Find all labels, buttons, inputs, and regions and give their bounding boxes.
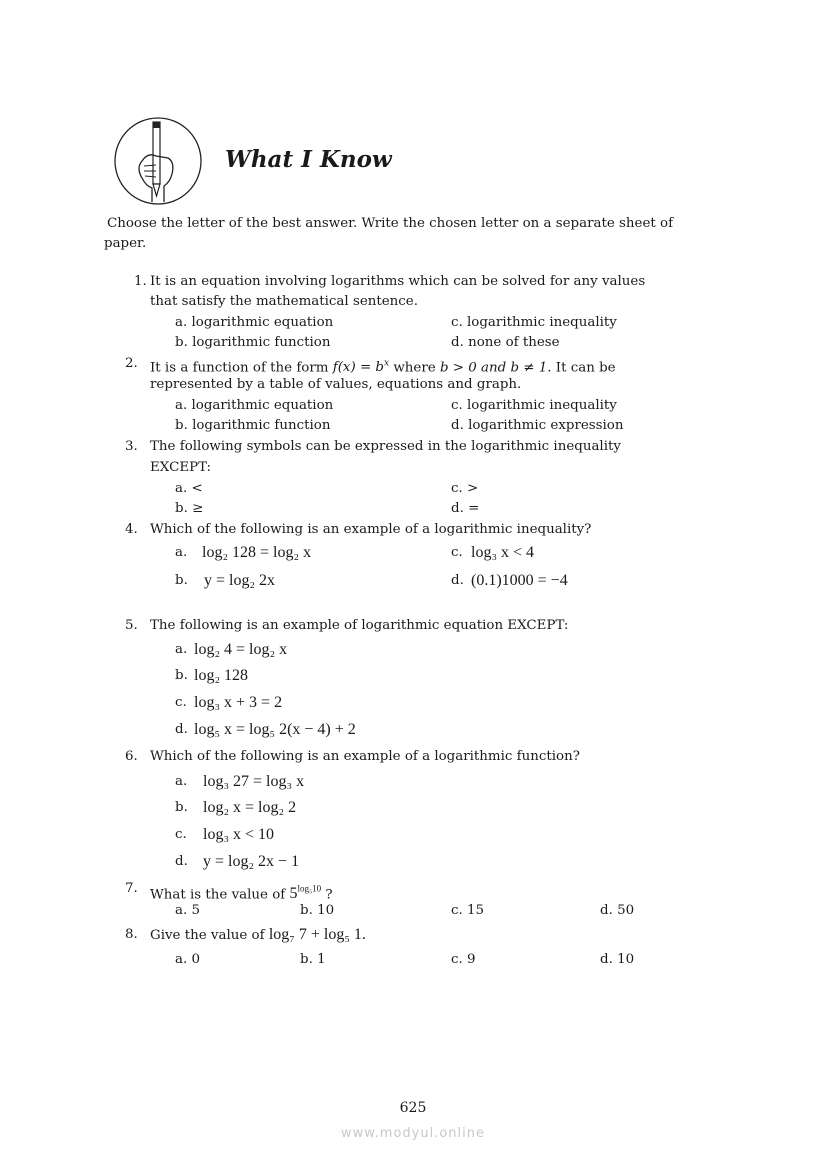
option-d: d. logarithmic expression: [451, 418, 624, 433]
option-d-label: d.: [451, 573, 464, 588]
option-b: b. logarithmic function: [175, 418, 331, 433]
option-a: a. logarithmic equation: [175, 315, 334, 330]
page-number: 625: [399, 1100, 427, 1116]
question-number: 3.: [125, 439, 138, 454]
option-d: log₅ x = log₅ 2(x − 4) + 2: [194, 721, 356, 738]
instructions-line: Choose the letter of the best answer. Write the chosen letter on a separate sheet of: [107, 216, 674, 231]
option-b: log₂ x = log₂ 2: [203, 799, 297, 816]
question-number: 7.: [125, 881, 138, 896]
option-b-label: b.: [175, 800, 188, 815]
instructions-line: paper.: [104, 236, 147, 251]
question-number: 4.: [125, 522, 138, 537]
question-text: EXCEPT:: [150, 460, 212, 475]
option-d: y = log₂ 2x − 1: [203, 853, 300, 870]
option-d: (0.1)1000 = −4: [471, 572, 568, 589]
option-a-label: a.: [175, 774, 188, 789]
function-formula: $f(x) = b^x$: [332, 359, 390, 376]
option-b: b. ≥: [175, 501, 204, 516]
question-text: Which of the following is an example of a logarithmic inequality?: [150, 522, 592, 537]
option-a-label: a.: [175, 545, 188, 560]
question-text: Give the value of log₇ 7 + log₅ 1.: [150, 926, 366, 943]
option-b-label: b.: [175, 668, 188, 683]
option-d: d. =: [451, 501, 480, 516]
question-text: The following is an example of logarithmic equation EXCEPT:: [150, 618, 569, 633]
option-c-label: c.: [451, 545, 463, 560]
question-text: It is an equation involving logarithms which can be solved for any values: [150, 274, 646, 289]
option-a-label: a.: [175, 642, 188, 657]
option-a: a. 5: [175, 903, 201, 918]
option-c: c. logarithmic inequality: [451, 398, 617, 413]
question-text: It is a function of the form $f(x) = b^x$ where b > 0 and b ≠ 1. It can be: [150, 359, 616, 376]
option-d: d. 10: [600, 952, 635, 967]
option-a: log₃ 27 = log₃ x: [203, 773, 305, 790]
question-number: 2.: [125, 356, 138, 371]
hand-holding-pencil-icon: [112, 116, 204, 206]
question-text: represented by a table of values, equations and graph.: [150, 377, 522, 392]
option-a: log₂ 4 = log₂ x: [194, 641, 288, 658]
option-c: c. 15: [451, 903, 485, 918]
option-a: a. <: [175, 481, 203, 496]
question-number: 5.: [125, 618, 138, 633]
option-c: c. 9: [451, 952, 476, 967]
question-text: Which of the following is an example of a logarithmic function?: [150, 749, 580, 764]
option-b: b. 1: [300, 952, 326, 967]
option-c-label: c.: [175, 827, 187, 842]
option-d: d. 50: [600, 903, 635, 918]
option-d-label: d.: [175, 722, 188, 737]
option-b-label: b.: [175, 573, 188, 588]
power-expression: $5^{log_510}$: [289, 884, 322, 903]
option-c: c. logarithmic inequality: [451, 315, 617, 330]
option-b: log₂ 128: [194, 667, 249, 684]
option-a: log₂ 128 = log₂ x: [202, 544, 312, 561]
watermark: www.modyul.online: [340, 1126, 486, 1141]
option-c: log₃ x < 10: [203, 826, 275, 843]
question-text: What is the value of $5^{log_510}$ ?: [150, 884, 333, 903]
question-number: 6.: [125, 749, 138, 764]
option-a: a. logarithmic equation: [175, 398, 334, 413]
question-number: 1.: [134, 274, 147, 289]
option-b: b. logarithmic function: [175, 335, 331, 350]
option-c-label: c.: [175, 695, 187, 710]
option-b: b. 10: [300, 903, 335, 918]
option-c: log₃ x + 3 = 2: [194, 694, 283, 711]
option-c: c. >: [451, 481, 479, 496]
option-d-label: d.: [175, 854, 188, 869]
option-b: y = log₂ 2x: [204, 572, 276, 589]
question-number: 8.: [125, 927, 138, 942]
question-text: The following symbols can be expressed in the logarithmic inequality: [150, 439, 621, 454]
question-text: that satisfy the mathematical sentence.: [150, 294, 418, 309]
option-d: d. none of these: [451, 335, 560, 350]
page-title: What I Know: [225, 146, 392, 173]
option-a: a. 0: [175, 952, 201, 967]
option-c: log₃ x < 4: [471, 544, 535, 561]
